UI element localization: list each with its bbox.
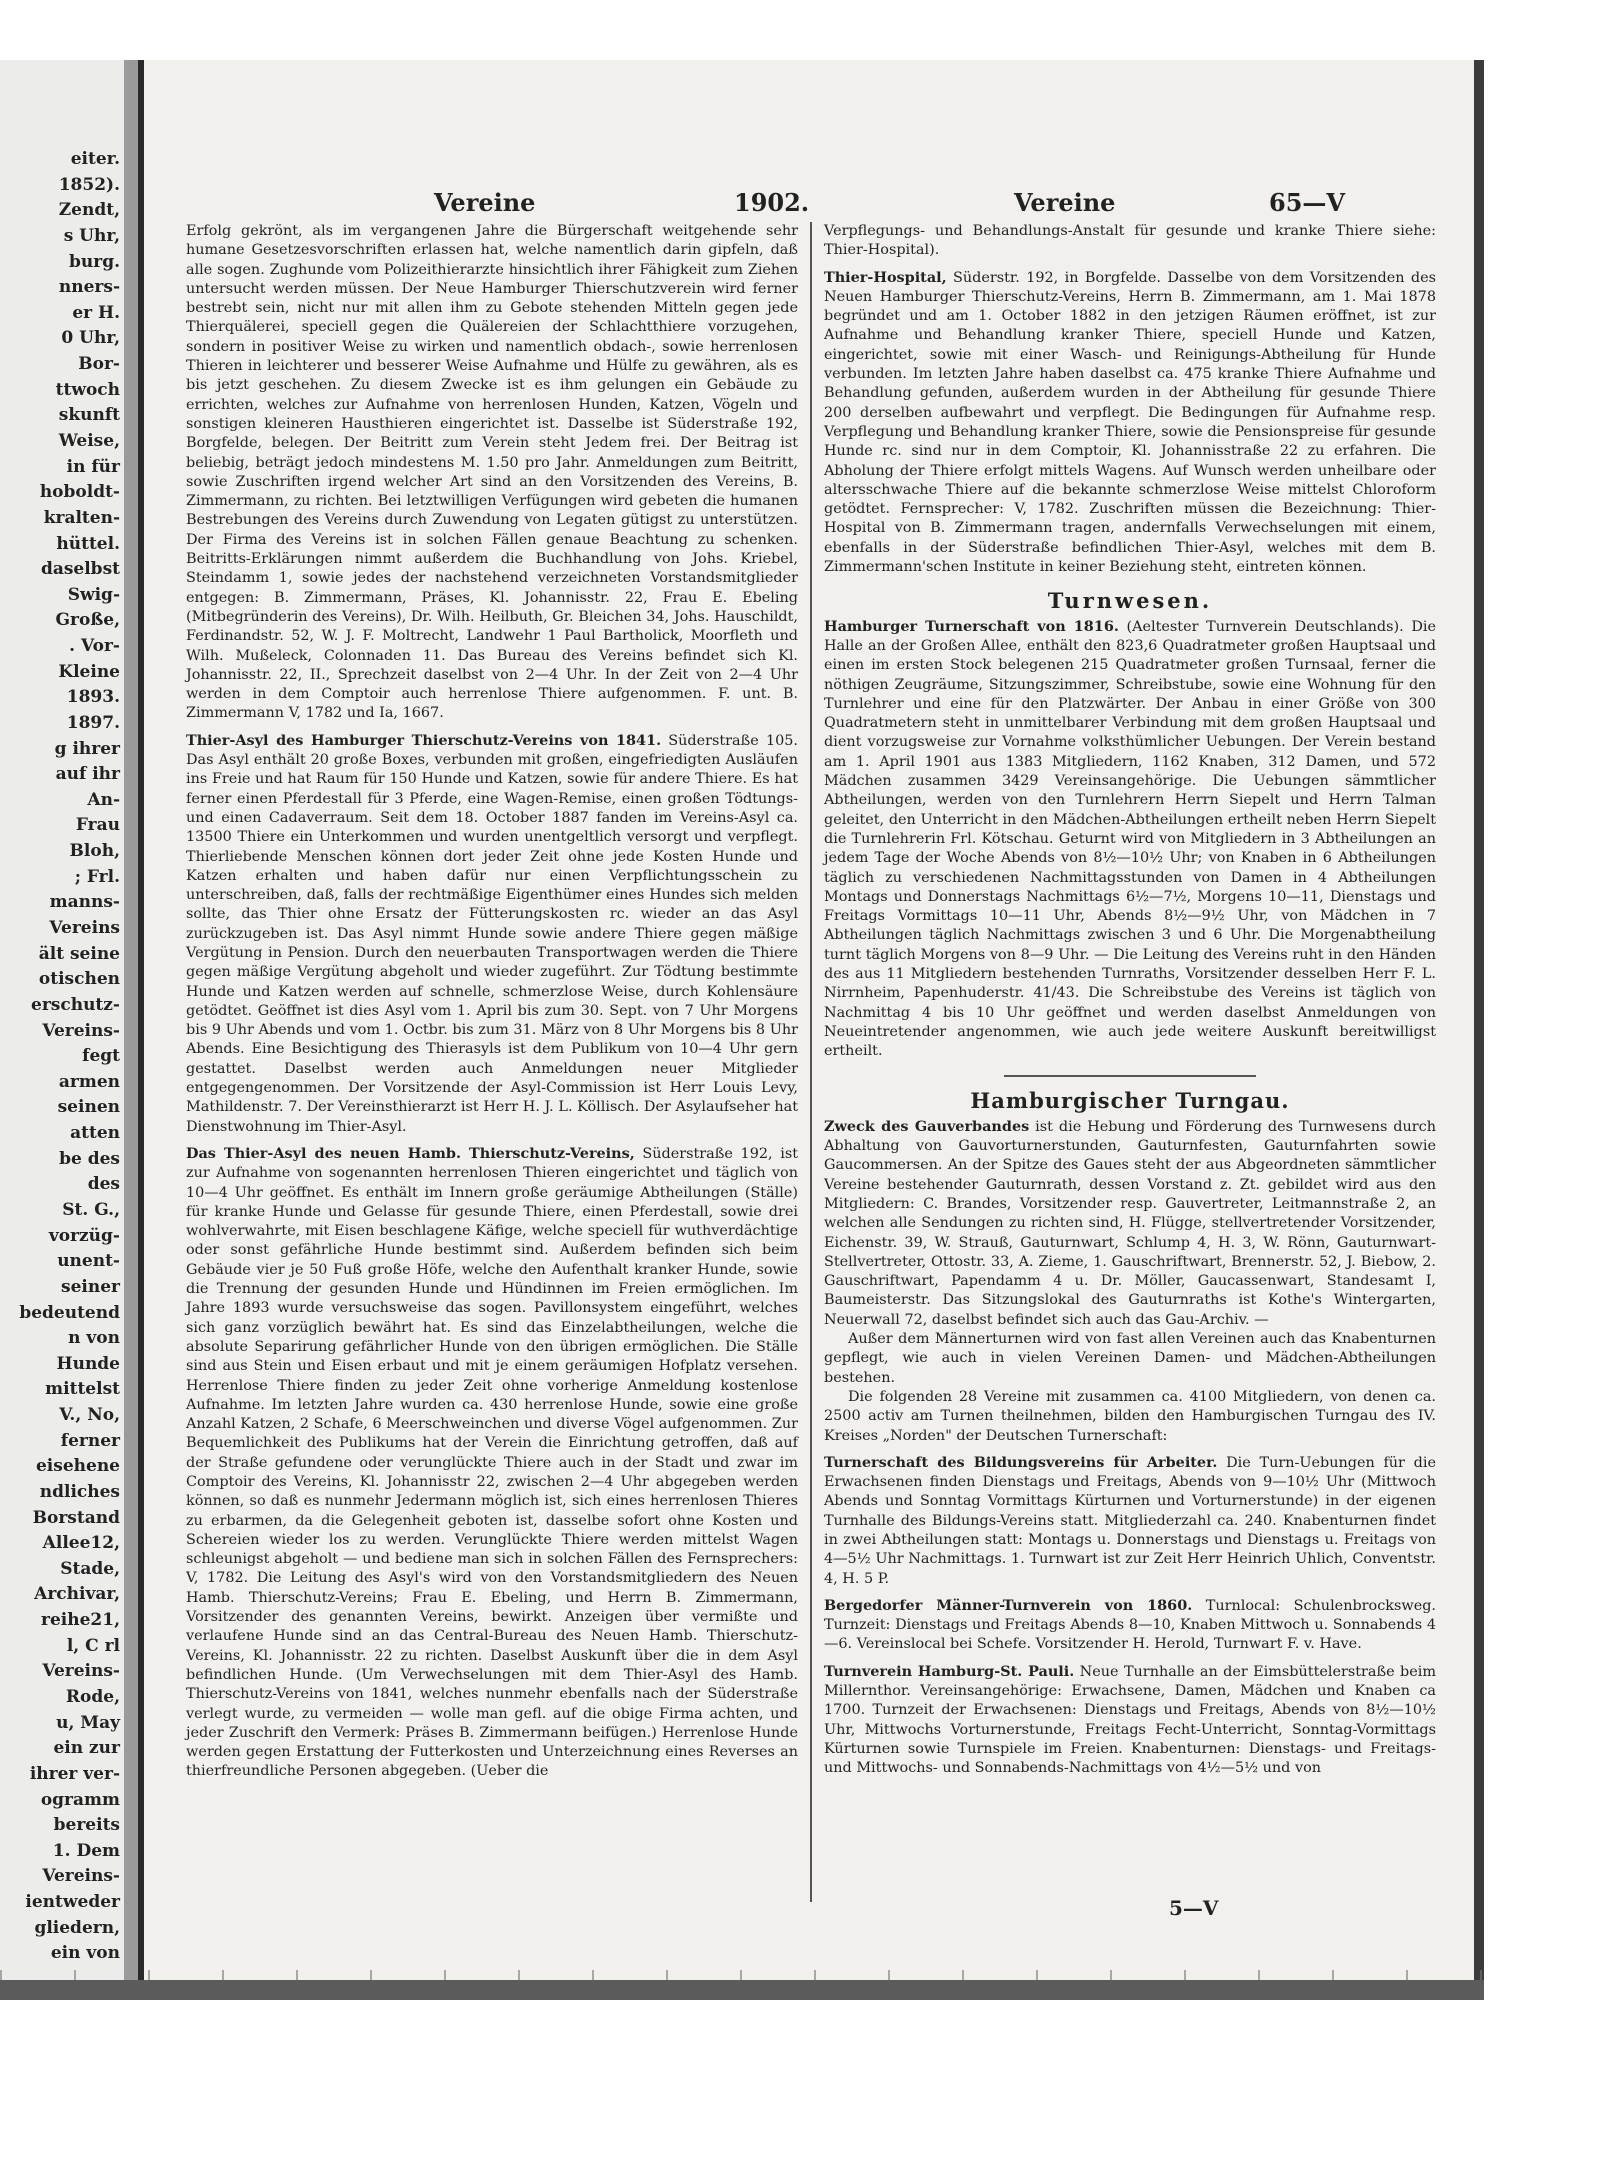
left-column [186, 222, 798, 1782]
adjacent-page-text: unent- [57, 1251, 120, 1272]
adjacent-page-text: Allee12, [42, 1533, 120, 1554]
adjacent-page-text: Große, [55, 610, 120, 631]
adjacent-page-text: ttwoch [55, 379, 120, 400]
header-section-right: Vereine [1014, 188, 1116, 217]
adjacent-page-text: eisehene [35, 1456, 120, 1477]
adjacent-page-text: eiter. [70, 149, 120, 169]
header-section-left: Vereine [434, 188, 536, 217]
adjacent-page-text: fegt [82, 1046, 120, 1067]
adjacent-page-text: Weise, [58, 430, 120, 451]
adjacent-page-text: 1893. [66, 687, 120, 708]
adjacent-page-text: Zendt, [58, 200, 120, 221]
adjacent-page-text: V., No, [59, 1405, 120, 1426]
section-title-turngau: Hamburgischer Turngau. [970, 1088, 1290, 1114]
paragraph-knabenturnen [824, 1330, 1436, 1388]
adjacent-page-text: seinen [57, 1097, 120, 1118]
paragraph-text: Erfolg gekrönt, als im vergangenen Jahre die Bürgerschaft weitgehende sehr humane Gesetzesvorschriften erlassen hat, welche namentlich darin gipfeln, daß alle sogen. Zughunde vom Polizeithierarzte hinsichtlich ihrer Fähigkeit zum Ziehen untersucht werden müssen. Der Neue Hamburger Thierschutzverein wird ferner bestrebt sein, nicht nur mit allen ihm zu Gebote stehenden Mitteln gegen jede Thierquälerei, speciell gegen die Quälereien der Schlachtthiere vorzugehen, sondern in positiver Weise zu wirken und namentlich obdach-, sowie herrenlosen Thieren in leichterer und besserer Weise Aufnahme und Hülfe zu gewähren, als es bis jetzt geschehen. Zu diesem Zwecke ist es ihm gelungen ein Gebäude zu errichten, welches zur Aufnahme von herrenlosen Hunden, Katzen, Vögeln und sonstigen kleineren Hausthieren eingerichtet ist. Dasselbe ist Süderstraße 192, Borgfelde, belegen. Der Beitritt zum Verein steht Jedem frei. Der Beitrag ist beliebig, beträgt jedoch mindestens M. 1.50 pro Jahr. Anmeldungen zum Beitritt, sowie Zuschriften irgend welcher Art sind an den Vorsitzenden des Vereins, B. Zimmermann, zu richten. Bei letztwilligen Verfügungen wird gebeten die humanen Bestrebungen des Vereins durch Zuwendung von Legaten gütigst zu unterstützen. Der Firma des Vereins ist in solchen Fällen genaue Beachtung zu schenken. Beitritts-Erklärungen nimmt außerdem die Buchhandlung von Johs. Kriebel, Steindamm 1, sowie jedes der nachstehend verzeichneten Vorstandsmitglieder entgegen: B. Zimmermann, Präses, Kl. Johannisstr. 22, Frau E. Ebeling (Mitbegründerin des Vereins), Dr. Wilh. Heilbuth, Gr. Bleichen 34, Johs. Hauschildt, Ferdinandstr. 52, W. J. F. Moltrecht, Landwehr 1 Paul Bartholick, Moorfleth und Wilh. Mußeleck, Colonnaden 11. Das Bureau des Vereins befindet sich Kl. Johannisstr. 22, II., Sprechzeit daselbst von 2—4 Uhr. In der Zeit von 2—4 Uhr werden in dem Comptoir auch herrenlose Thiere aufgenommen. F. unt. B. Zimmermann V, 1782 und Ia, 1667. [186, 223, 798, 722]
entry-gauverband [824, 1117, 1436, 1330]
paragraph-continuation [824, 222, 1436, 261]
adjacent-page-text: auf ihr [55, 764, 120, 785]
adjacent-page-text: Swig- [67, 584, 120, 605]
adjacent-page-text: ält seine [38, 943, 120, 964]
adjacent-page-text: mittelst [45, 1379, 120, 1400]
right-column [824, 222, 1436, 1779]
entry-lead: Turnverein Hamburg-St. Pauli. [824, 1662, 1075, 1680]
adjacent-page-text: 1852). [58, 174, 120, 195]
adjacent-page-fragment [0, 60, 124, 2000]
adjacent-page-text: n von [68, 1328, 120, 1349]
paragraph-vereine-count [824, 1388, 1436, 1446]
adjacent-page-text: ; Frl. [74, 866, 120, 887]
adjacent-page-text: Vereins- [42, 1661, 120, 1682]
adjacent-page-text: des [87, 1174, 120, 1195]
adjacent-page-text: Bor- [78, 354, 120, 375]
entry-text: Turnlocal: Schulenbrocksweg. Turnzeit: Dienstags und Freitags Abends 8—10, Knaben Mittwoch u. Sonnabends 4—6. Vereinslocal bei Schefe. Vorsitzender H. Herold, Turnwart F. v. Have. [824, 1597, 1437, 1653]
adjacent-page-text: skunft [58, 405, 120, 426]
paragraph-intro [186, 222, 798, 724]
entry-turnerschaft-1816 [824, 617, 1436, 1062]
entry-text: (Aeltester Turnverein Deutschlands). Die Halle an der Großen Allee, enthält den 823,6 Quadratmeter großen Hauptsaal und einen im ersten Stock belegenen 215 Quadratmeter großen Turnsaal, ferner die nöthigen Zeugräume, Sitzungszimmer, Schreibstube, sowie eine Wohnung für den Turnlehrer und eine für den Platzwärter. Der Anbau in einer Größe von 300 Quadratmetern steht in unmittelbarer Verbindung mit dem großen Hauptsaal und dient vorzugsweise zur Vornahme volksthümlicher Uebungen. Der Verein bestand am 1. April 1901 aus 1383 Mitgliedern, 1162 Knaben, 312 Damen, und 572 Mädchen zusammen 3429 Vereinsangehörige. Die Uebungen sämmtlicher Abtheilungen, werden von den Turnlehrern Herrn Siepelt und Herrn Talman geleitet, den Unterricht in den Mädchen-Abtheilungen ertheilt neben Herrn Siepelt die Turnlehrerin Frl. Kötschau. Geturnt wird von Mitgliedern in 3 Abtheilungen an jedem Tage der Woche Abends von 8½—10½ Uhr; von Knaben in 6 Abtheilungen täglich zu verschiedenen Nachmittagsstunden von Damen in 4 Abtheilungen Montags und Donnerstags Nachmittags 6½—7½, Morgens 10—11, Dienstags und Freitags Vormittags 10—11 Uhr, Abends 8½—9½ Uhr, von Mädchen in 7 Abtheilungen täglich Nachmittags zwischen 3 und 6 Uhr. Die Morgenabtheilung turnt täglich Morgens von 8—9 Uhr. — Die Leitung des Vereins ruht in den Händen des aus 11 Mitgliedern bestehenden Turnraths, Vorsitzender desselben Herr F. L. Nirrnheim, Papenhuderstr. 41/43. Die Schreibstube des Vereins ist täglich von Nachmittag 4 bis 10 Uhr geöffnet und werden daselbst Anmeldungen von Neueintretender angenommen, wie auch jede weitere Auskunft bereitwilligst ertheilt. [824, 618, 1437, 1060]
entry-bergedorf [824, 1596, 1436, 1655]
adjacent-page-text: ientweder [25, 1892, 120, 1913]
adjacent-page-text: burg. [68, 251, 120, 272]
adjacent-page-text: kralten- [43, 507, 120, 528]
adjacent-page-text: Vereins- [42, 1020, 120, 1041]
entry-lead: Thier-Hospital, [824, 268, 947, 286]
adjacent-page-text: ein zur [53, 1738, 120, 1759]
adjacent-page-text: er H. [72, 302, 120, 323]
book-gutter [124, 60, 138, 2000]
paragraph-text: Außer dem Männerturnen wird von fast allen Vereinen auch das Knabenturnen gepflegt, wie auch in vielen Vereinen Damen- und Mädchen-Abtheilungen bestehen. [824, 1331, 1436, 1386]
adjacent-page-text: daselbst [40, 559, 120, 580]
header-year: 1902. [734, 188, 810, 217]
header-page-number: 65—V [1269, 188, 1346, 217]
adjacent-page-text: 1897. [66, 712, 120, 733]
adjacent-page-text: bedeutend [19, 1302, 120, 1323]
adjacent-page-text: manns- [49, 892, 120, 913]
adjacent-page-text: be des [59, 1148, 120, 1169]
adjacent-page-text: otischen [38, 969, 120, 990]
entry-lead: Turnerschaft des Bildungsvereins für Arbeiter. [824, 1453, 1218, 1471]
adjacent-page-text: Kleine [58, 661, 120, 682]
adjacent-page-text: g ihrer [54, 738, 120, 759]
adjacent-page-text: Hunde [56, 1353, 120, 1374]
adjacent-page-text: Frau [75, 815, 120, 836]
adjacent-page-text: l, C rl [66, 1635, 120, 1656]
adjacent-page-text: Stade, [60, 1558, 120, 1579]
adjacent-page-text: Rode, [65, 1687, 120, 1708]
adjacent-page-text: Vereins- [42, 1866, 120, 1887]
adjacent-page-text: s Uhr, [63, 225, 120, 246]
adjacent-page-text: . Vor- [69, 636, 120, 657]
section-rule [1004, 1075, 1256, 1077]
entry-text: ist die Hebung und Förderung des Turnwesens durch Abhaltung von Gauvorturnerstunden, Gauturnfesten, Gauturnfahrten sowie Gaucommersen. An der Spitze des Gaues steht der aus Abgeordneten sämmtlicher Vereine bestehender Gauturnrath, dessen Vorstand z. Zt. gebildet wird aus den Mitgliedern: C. Brandes, Vorsitzender resp. Gauvertreter, Leitmannstraße 2, an welchen alle Sendungen zu richten sind, H. Flügge, stellvertretender Vorsitzender, Eichenstr. 39, W. Strauß, Gauturnwart, Schlump 4, H. 3, W. Rönn, Gauturnwart-Stellvertreter, Ottostr. 33, A. Zieme, 1. Gauschriftwart, Brennerstr. 52, J. Biebow, 2. Gauschriftwart, Papendamm 4 u. Dr. Möller, Gaucassenwart, Standesamt I, Baumeisterstr. Das Sitzungslokal des Gauturnraths ist Kothe's Wintergarten, Neuerwall 72, daselbst befindet sich auch das Gau-Archiv. — [824, 1118, 1436, 1328]
entry-lead: Thier-Asyl des Hamburger Thierschutz-Vereins von 1841. [186, 731, 662, 749]
entry-text: Süderstr. 192, in Borgfelde. Dasselbe von dem Vorsitzenden des Neuen Hamburger Thierschutz-Vereins, Herrn B. Zimmermann, am 1. Mai 1878 begründet und am 1. October 1882 in den jetzigen Räumen eröffnet, ist zur Aufnahme und Behandlung kranker Thiere, speciell Hunde und Katzen, eingerichtet, sowie mit einer Wasch- und Reinigungs-Abtheilung für Hunde verbunden. Im letzten Jahre haben daselbst ca. 475 kranke Thiere Aufnahme und Behandlung gefunden, außerdem wurden in der Abtheilung für gesunde Thiere 200 derselben aufbewahrt und verpflegt. Die Bedingungen für Aufnahme resp. Verpflegung und Behandlung kranker Thiere, sowie die Pensionspreise für gesunde Hunde rc. sind nur in dem Comptoir, Kl. Johannisstraße 22 zu erfahren. Die Abholung der Thiere erfolgt mittels Wagens. Auf Wunsch werden unheilbare oder altersschwache Thiere auf die bekannte schmerzlose Weise mittelst Chloroform getödtet. Fernsprecher: V, 1782. Zuschriften müssen die Bezeichnung: Thier-Hospital von B. Zimmermann tragen, andernfalls Verwechselungen mit einem, ebenfalls in der Süderstraße befindlichen Thier-Asyl, welches mit dem B. Zimmermann'schen Institute in keiner Beziehung steht, eintreten können. [824, 269, 1437, 576]
adjacent-page-text: Vereins [49, 918, 120, 938]
page [144, 60, 1474, 1980]
adjacent-page-text: hüttel. [56, 533, 120, 554]
adjacent-page-text: ogramm [40, 1789, 120, 1810]
entry-text: Süderstraße 192, ist zur Aufnahme von sogenannten herrenlosen Thieren eingerichtet und täglich von 10—4 Uhr geöffnet. Es enthält im Innern große geräumige Abtheilungen (Ställe) für kranke Hunde und Gelasse für gesunde Thiere, einen Pferdestall, sowie drei wohlverwahrte, mit Eisen beschlagene Käfige, welche speciell für wuthverdächtige oder sonst gefährliche Hunde bestimmt sind. Außerdem befinden sich beim Gebäude vier je 50 Fuß große Höfe, welche den Aufenthalt kranker Hunde, sowie die Trennung der gesunden Hunde und Hündinnen im Freien ermöglichen. Im Jahre 1893 wurde versuchsweise das sogen. Pavillonsystem eingeführt, welches sich ganz vorzüglich bewährt hat. Es sind das Einzelabtheilungen, welche die absolute Separirung gefährlicher Hunde von den übrigen ermöglichen. Die Ställe sind aus Stein und Eisen erbaut und mit je einem geräumigen Hofplatz versehen. Herrenlose Thiere finden zu jeder Zeit ohne vorherige Anmeldung kostenlose Aufnahme. Im letzten Jahre wurden ca. 430 herrenlose Hunde, sowie eine große Anzahl Katzen, 2 Schafe, 6 Meerschweinchen und diverse Vögel aufgenommen. Zur Bequemlichkeit des Publikums hat der Verein die Einrichtung getroffen, daß auf der Straße gefundene oder verunglückte Thiere auch in der Stadt und zwar im Comptoir des Vereins, Kl. Johannisstr 22, zwischen 2—4 Uhr abgegeben werden können, so daß es nunmehr Jedermann möglich ist, sich eines herrenlosen Thieres zu erbarmen, da die Gelegenheit geboten ist, dasselbe sofort ohne Kosten und Schereien wieder los zu werden. Verunglückte Thiere werden mittelst Wagen schleunigst abgeholt — und bediene man sich in solchen Fällen des Fernsprechers: V, 1782. Die Leitung des Asyl's wird von den Vorstandsmitgliedern des Neuen Hamb. Thierschutz-Vereins; Frau E. Ebeling, und Herrn B. Zimmermann, Vorsitzender des genannten Vereins, bewirkt. Anzeigen über vermißte und verlaufene Hunde sind an das Central-Bureau des Neuen Hamb. Thierschutz-Vereins, Kl. Johannisstr. 22 zu richten. Daselbst Auskunft über die in dem Asyl befindlichen Hunde. (Um Verwechselungen mit dem Thier-Asyl des Hamb. Thierschutz-Vereins von 1841, welches nunmehr ebenfalls nach der Süderstraße verlegt wurde, zu vermeiden — wolle man gefl. auf die obige Firma achten, und jeder Zuschrift den Vermerk: Präses B. Zimmermann beifügen.) Herrenlose Hunde werden gegen Erstattung der Futterkosten und Unterzeichnung eines Reverses an thierfreundliche Personen abgegeben. (Ueber die [186, 1145, 799, 1780]
adjacent-page-text: Borstand [32, 1507, 120, 1528]
running-header [144, 188, 1474, 218]
adjacent-page-text: gliedern, [34, 1917, 120, 1938]
entry-text: Die Turn-Uebungen für die Erwachsenen finden Dienstags und Freitags, Abends von 9—10½ Uhr (Mittwoch Abends und Sonntag Vormittags Kürturnen und Vorturnerstunde) in der eigenen Turnhalle des Bildungs-Vereins statt. Mitgliederzahl ca. 240. Knabenturnen findet in zwei Abtheilungen statt: Montags u. Donnerstags und Dienstags u. Freitags von 4—5½ Uhr Nachmittags. 1. Turnwart ist zur Zeit Herr Heinrich Uhlich, Conventstr. 4, H. 5 P. [824, 1454, 1436, 1587]
adjacent-page-text: ndliches [39, 1481, 120, 1502]
entry-text: Neue Turnhalle an der Eimsbüttelerstraße beim Millernthor. Vereinsangehörige: Erwachsene, Damen, Mädchen und Knaben ca 1700. Turnzeit der Erwachsenen: Dienstags und Freitags, Abends von 8½—10½ Uhr, Mittwochs Vorturnerstunde, Freitags Fecht-Unterricht, Sonntag-Vormittags Kürturnen sowie Turnspiele im Freien. Knabenturnen: Dienstags- und Freitags- und Mittwochs- und Sonnabends-Nachmittags von 4½—5½ und von [824, 1663, 1437, 1777]
adjacent-page-text: Bloh, [69, 841, 120, 862]
adjacent-page-text: An- [87, 789, 120, 810]
section-title-turnwesen: Turnwesen. [1047, 588, 1213, 614]
adjacent-page-text: reihe21, [41, 1610, 120, 1631]
adjacent-page-text: nners- [58, 277, 120, 298]
adjacent-page-text: ferner [60, 1430, 120, 1451]
entry-thier-asyl-1841 [186, 731, 798, 1137]
entry-st-pauli [824, 1662, 1436, 1779]
adjacent-page-text: armen [58, 1071, 120, 1092]
adjacent-page-text: ihrer ver- [29, 1763, 120, 1784]
entry-text: Süderstraße 105. Das Asyl enthält 20 große Boxes, verbunden mit großen, eingefriedigten Ausläufen ins Freie und hat Raum für 150 Hunde und Katzen, sowie für andere Thiere. Es hat ferner einen Pferdestall für 3 Pferde, eine Wagen-Remise, einen großen Tödtungs- und einen Cadaverraum. Seit dem 18. October 1887 fanden im Vereins-Asyl ca. 13500 Thiere ein Unterkommen und wurden unentgeltlich versorgt und verpflegt. Thierliebende Menschen können dort jeder Zeit ohne jede Kosten Hunde und Katzen erhalten und haben dafür nur einen Verpflichtungsschein zu unterschreiben, daß, falls der rechtmäßige Eigenthümer eines Hundes sich melden sollte, das Thier ohne Ersatz der Fütterungskosten rc. wieder an das Asyl zurückzugeben ist. Das Asyl nimmt Hunde sowie andere Thiere gegen mäßige Vergütung in Pension. Durch den neuerbauten Transportwagen werden die Thiere gegen mäßige Vergütung abgeholt und wieder zugeführt. Zur Tödtung bestimmte Hunde und Katzen werden auf schnelle, schmerzlose Weise, durch Kohlensäure getödtet. Geöffnet ist dies Asyl vom 1. April bis zum 30. Sept. von 7 Uhr Morgens bis 9 Uhr Abends und vom 1. Octbr. bis zum 31. März von 8 Uhr Morgens bis 8 Uhr Abends. Eine Besichtigung des Thierasyls ist dem Publikum von 10—4 Uhr gern gestattet. Daselbst werden auch Anmeldungen neuer Mitglieder entgegengenommen. Der Vorsitzende der Asyl-Commission ist Herr Louis Levy, Mathildenstr. 7. Der Vereinsthierarzt ist Herr H. J. L. Köllisch. Der Asylaufseher hat Dienstwohnung im Thier-Asyl. [186, 732, 798, 1135]
adjacent-page-text: 0 Uhr, [61, 328, 120, 349]
entry-lead: Zweck des Gauverbandes [824, 1117, 1030, 1135]
adjacent-page-text: bereits [53, 1815, 120, 1836]
adjacent-page-text: erschutz- [31, 994, 120, 1015]
entry-thier-asyl-neu [186, 1144, 798, 1782]
paragraph-text: Verpflegungs- und Behandlungs-Anstalt für gesunde und kranke Thiere siehe: Thier-Hospital). [824, 223, 1436, 259]
adjacent-page-text: atten [70, 1123, 120, 1144]
page-edge-shadow [1474, 60, 1484, 1980]
adjacent-page-text: in für [66, 456, 120, 477]
adjacent-page-text: seiner [61, 1276, 120, 1297]
entry-lead: Das Thier-Asyl des neuen Hamb. Thierschutz-Vereins, [186, 1144, 635, 1162]
entry-lead: Hamburger Turnerschaft von 1816. [824, 617, 1119, 635]
page-signature: 5—V [1169, 1896, 1219, 1920]
entry-thier-hospital [824, 268, 1436, 578]
column-divider [810, 222, 812, 1902]
adjacent-page-text: ein von [50, 1943, 120, 1964]
adjacent-page-text: 1. Dem [52, 1840, 120, 1861]
paragraph-text: Die folgenden 28 Vereine mit zusammen ca. 4100 Mitgliedern, von denen ca. 2500 activ am Turnen theilnehmen, bilden den Hamburgischen Turngau des IV. Kreises „Norden" der Deutschen Turnerschaft: [824, 1388, 1436, 1444]
entry-bildungsverein [824, 1453, 1436, 1589]
scan-bottom-bar [0, 1980, 1484, 2000]
adjacent-page-text: vorzüg- [48, 1225, 120, 1246]
adjacent-page-text: u, May [56, 1712, 120, 1733]
adjacent-page-text: St. G., [62, 1199, 120, 1220]
adjacent-page-text: Archivar, [34, 1584, 120, 1605]
entry-lead: Bergedorfer Männer-Turnverein von 1860. [824, 1596, 1193, 1614]
adjacent-page-text: hoboldt- [39, 482, 120, 503]
